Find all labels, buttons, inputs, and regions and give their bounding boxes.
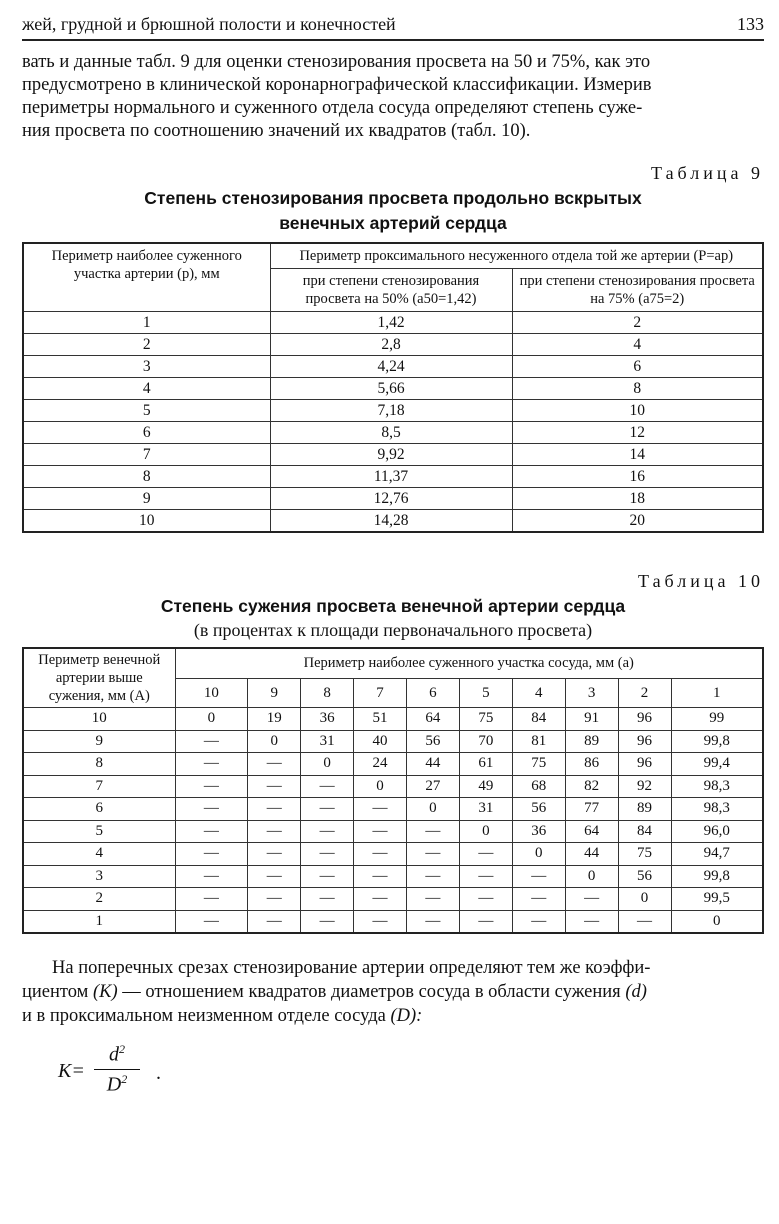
table-cell: —: [175, 753, 248, 776]
table-cell: 0: [406, 798, 459, 821]
table-cell: 75: [512, 753, 565, 776]
table-cell: 64: [565, 820, 618, 843]
table-cell: 82: [565, 775, 618, 798]
table-cell: 19: [248, 708, 301, 731]
table-cell: —: [618, 910, 671, 933]
table-cell: 12: [512, 422, 763, 444]
table-cell: 77: [565, 798, 618, 821]
table-cell: 0: [459, 820, 512, 843]
table10-body: [23, 708, 763, 934]
table-row: [23, 865, 763, 888]
table-cell: 96: [618, 753, 671, 776]
table-cell: 81: [512, 730, 565, 753]
table-cell: —: [354, 798, 407, 821]
page-number: 133: [737, 14, 764, 34]
table-cell: —: [406, 910, 459, 933]
table9-title: [22, 186, 764, 236]
table-cell: 8: [23, 466, 270, 488]
table-cell: —: [248, 843, 301, 866]
table9-title-line: венечных артерий сердца: [279, 213, 507, 233]
table9-label: Таблица 9: [651, 163, 764, 183]
table-cell: —: [175, 820, 248, 843]
table-cell: 40: [354, 730, 407, 753]
table-cell: —: [248, 820, 301, 843]
table-cell: 7,18: [270, 400, 512, 422]
table9-sub75-header: при степени стенозирования просвета на 75% (а75=2): [512, 269, 763, 312]
table-cell: —: [301, 798, 354, 821]
column-header: 1: [671, 678, 763, 707]
table-row: [23, 910, 763, 933]
table-cell: 99: [671, 708, 763, 731]
table-row: [23, 466, 763, 488]
table-cell: 96,0: [671, 820, 763, 843]
table10-label: Таблица 10: [638, 571, 764, 591]
table-cell: —: [175, 910, 248, 933]
table-cell: 61: [459, 753, 512, 776]
row-header-cell: 9: [23, 730, 175, 753]
row-header-cell: 6: [23, 798, 175, 821]
row-header-cell: 5: [23, 820, 175, 843]
formula-fraction: [94, 1042, 140, 1096]
table-cell: 36: [512, 820, 565, 843]
table-cell: —: [354, 820, 407, 843]
table-cell: 89: [565, 730, 618, 753]
table-cell: 2: [23, 334, 270, 356]
column-header: 5: [459, 678, 512, 707]
table-row: [23, 312, 763, 334]
table-cell: —: [354, 843, 407, 866]
table-cell: 2: [512, 312, 763, 334]
table-cell: 1: [23, 312, 270, 334]
table-cell: —: [459, 888, 512, 911]
table-cell: 2,8: [270, 334, 512, 356]
table9: [22, 242, 764, 533]
table-cell: 49: [459, 775, 512, 798]
table-cell: 96: [618, 730, 671, 753]
table-row: [23, 378, 763, 400]
table-cell: 0: [618, 888, 671, 911]
table-cell: —: [512, 888, 565, 911]
table-row: [23, 510, 763, 533]
denominator-var: D: [106, 1073, 122, 1096]
table-cell: —: [512, 910, 565, 933]
table-cell: —: [301, 888, 354, 911]
table-cell: 0: [565, 865, 618, 888]
table-cell: 0: [175, 708, 248, 731]
bottom-line: [22, 1004, 764, 1028]
table-cell: 0: [671, 910, 763, 933]
table-cell: 16: [512, 466, 763, 488]
table-cell: 7: [23, 444, 270, 466]
table-row: [23, 334, 763, 356]
formula-period: .: [156, 1062, 161, 1084]
column-header: 10: [175, 678, 248, 707]
table-cell: 11,37: [270, 466, 512, 488]
table-cell: 56: [618, 865, 671, 888]
column-header: 8: [301, 678, 354, 707]
table-cell: —: [301, 775, 354, 798]
table-cell: 98,3: [671, 798, 763, 821]
table-cell: 18: [512, 488, 763, 510]
table-cell: 4: [512, 334, 763, 356]
table-cell: 99,8: [671, 865, 763, 888]
row-header-cell: 7: [23, 775, 175, 798]
row-header-cell: 10: [23, 708, 175, 731]
table-cell: 99,8: [671, 730, 763, 753]
table-cell: 6: [23, 422, 270, 444]
intro-line: ния просвета по соотношению значений их квадратов (табл. 10).: [22, 121, 531, 141]
table-cell: 0: [354, 775, 407, 798]
table-cell: —: [175, 888, 248, 911]
table-cell: 14: [512, 444, 763, 466]
table-cell: 36: [301, 708, 354, 731]
table-cell: 99,5: [671, 888, 763, 911]
column-header: 6: [406, 678, 459, 707]
row-header-cell: 1: [23, 910, 175, 933]
table-row: [23, 775, 763, 798]
table-cell: 92: [618, 775, 671, 798]
table9-col1-header: Периметр наиболее суженного участка артерии (р), мм: [23, 243, 270, 312]
table-cell: 10: [512, 400, 763, 422]
table-cell: —: [248, 865, 301, 888]
table-cell: —: [301, 820, 354, 843]
intro-line: предусмотрено в клинической коронарнографической классификации. Измерив: [22, 75, 652, 95]
table-cell: —: [301, 843, 354, 866]
table-cell: 98,3: [671, 775, 763, 798]
table-cell: —: [459, 865, 512, 888]
table-cell: 14,28: [270, 510, 512, 533]
text-span: циентом: [22, 982, 93, 1002]
column-header: 3: [565, 678, 618, 707]
table-cell: 44: [565, 843, 618, 866]
table-cell: 5,66: [270, 378, 512, 400]
table-cell: —: [354, 865, 407, 888]
table-cell: —: [175, 775, 248, 798]
table-cell: —: [354, 910, 407, 933]
table-row: [23, 843, 763, 866]
table-cell: —: [248, 888, 301, 911]
table-cell: 24: [354, 753, 407, 776]
table-cell: 10: [23, 510, 270, 533]
intro-paragraph: [22, 51, 764, 143]
table-cell: —: [406, 843, 459, 866]
table-cell: 51: [354, 708, 407, 731]
table-cell: —: [512, 865, 565, 888]
column-header: 4: [512, 678, 565, 707]
table-row: [23, 730, 763, 753]
running-title: жей, грудной и брюшной полости и конечностей: [22, 14, 396, 34]
table-cell: 5: [23, 400, 270, 422]
table-cell: 89: [618, 798, 671, 821]
table-row: [23, 488, 763, 510]
k-symbol: (K): [92, 982, 118, 1002]
bottom-line: [22, 980, 764, 1004]
table-cell: 96: [618, 708, 671, 731]
table-cell: —: [301, 865, 354, 888]
formula-numerator: [94, 1042, 140, 1070]
table-cell: 84: [618, 820, 671, 843]
table-cell: 12,76: [270, 488, 512, 510]
table-cell: 70: [459, 730, 512, 753]
table-cell: 75: [459, 708, 512, 731]
table-cell: —: [175, 843, 248, 866]
column-header: 2: [618, 678, 671, 707]
table-row: [23, 356, 763, 378]
table-cell: 86: [565, 753, 618, 776]
table9-sub50-header: при степени стенозирования просвета на 50% (а50=1,42): [270, 269, 512, 312]
table-cell: 20: [512, 510, 763, 533]
formula-lhs: K=: [58, 1060, 85, 1082]
column-header: 9: [248, 678, 301, 707]
row-header-cell: 3: [23, 865, 175, 888]
table-cell: —: [175, 798, 248, 821]
table-cell: 9: [23, 488, 270, 510]
row-header-cell: 4: [23, 843, 175, 866]
table-cell: 31: [301, 730, 354, 753]
D-symbol: (D):: [390, 1006, 423, 1026]
table9-title-line: Степень стенозирования просвета продольно вскрытых: [144, 188, 642, 208]
table-row: [23, 798, 763, 821]
table-cell: 0: [512, 843, 565, 866]
denominator-exponent: 2: [121, 1071, 128, 1086]
table-cell: 3: [23, 356, 270, 378]
formula: [58, 1038, 764, 1108]
table-cell: 56: [406, 730, 459, 753]
formula-denominator: [94, 1070, 140, 1097]
table10-row-header: Периметр венечной артерии выше сужения, мм (А): [23, 648, 175, 708]
bottom-paragraph: [22, 956, 764, 1028]
table-cell: —: [354, 888, 407, 911]
table10-title: Степень сужения просвета венечной артерии сердца: [160, 596, 626, 616]
table-row: [23, 888, 763, 911]
table-cell: 0: [248, 730, 301, 753]
table-cell: —: [406, 820, 459, 843]
table-cell: —: [565, 888, 618, 911]
table-cell: —: [301, 910, 354, 933]
table-cell: —: [248, 798, 301, 821]
table-cell: 75: [618, 843, 671, 866]
table-cell: —: [248, 910, 301, 933]
table-cell: —: [248, 775, 301, 798]
numerator-exponent: 2: [119, 1042, 125, 1056]
table-cell: —: [565, 910, 618, 933]
table-cell: 1,42: [270, 312, 512, 334]
table10-group-header: Периметр наиболее суженного участка сосуда, мм (а): [175, 648, 763, 678]
table-row: [23, 753, 763, 776]
table-cell: —: [175, 865, 248, 888]
table-cell: 91: [565, 708, 618, 731]
table-cell: —: [459, 843, 512, 866]
intro-line: вать и данные табл. 9 для оценки стенозирования просвета на 50 и 75%, как это: [22, 52, 651, 72]
table-cell: 6: [512, 356, 763, 378]
table-cell: 8,5: [270, 422, 512, 444]
row-header-cell: 2: [23, 888, 175, 911]
column-header: 7: [354, 678, 407, 707]
table-cell: 68: [512, 775, 565, 798]
table-cell: 64: [406, 708, 459, 731]
table-cell: 99,4: [671, 753, 763, 776]
table-cell: —: [175, 730, 248, 753]
d-symbol: (d): [625, 982, 647, 1002]
table-row: [23, 820, 763, 843]
table-row: [23, 400, 763, 422]
table-cell: 94,7: [671, 843, 763, 866]
intro-line: периметры нормального и суженного отдела сосуда определяют степень суже-: [22, 98, 643, 118]
table-row: [23, 444, 763, 466]
row-header-cell: 8: [23, 753, 175, 776]
text-span: и в проксимальном неизменном отделе сосуда: [22, 1006, 391, 1026]
table10-subtitle: (в процентах к площади первоначального просвета): [193, 620, 593, 640]
table-cell: 0: [301, 753, 354, 776]
bottom-line: На поперечных срезах стенозирование артерии определяют тем же коэффи-: [52, 958, 651, 978]
table9-body: [23, 312, 763, 533]
table-cell: 8: [512, 378, 763, 400]
numerator-var: d: [109, 1043, 119, 1066]
table-cell: 84: [512, 708, 565, 731]
text-span: — отношением квадратов диаметров сосуда в области сужения: [117, 982, 626, 1002]
table-cell: —: [459, 910, 512, 933]
table-cell: 56: [512, 798, 565, 821]
table-cell: 27: [406, 775, 459, 798]
table-cell: 31: [459, 798, 512, 821]
table-row: [23, 422, 763, 444]
table-cell: 9,92: [270, 444, 512, 466]
table-cell: 4: [23, 378, 270, 400]
table-cell: 44: [406, 753, 459, 776]
table10: [22, 647, 764, 934]
table-cell: 4,24: [270, 356, 512, 378]
table9-group-header: Периметр проксимального несуженного отдела той же артерии (Р=ар): [270, 243, 763, 269]
table-cell: —: [406, 865, 459, 888]
running-header: [22, 14, 764, 41]
table-cell: —: [248, 753, 301, 776]
table-cell: —: [406, 888, 459, 911]
table-row: [23, 708, 763, 731]
book-page: [22, 14, 764, 1108]
